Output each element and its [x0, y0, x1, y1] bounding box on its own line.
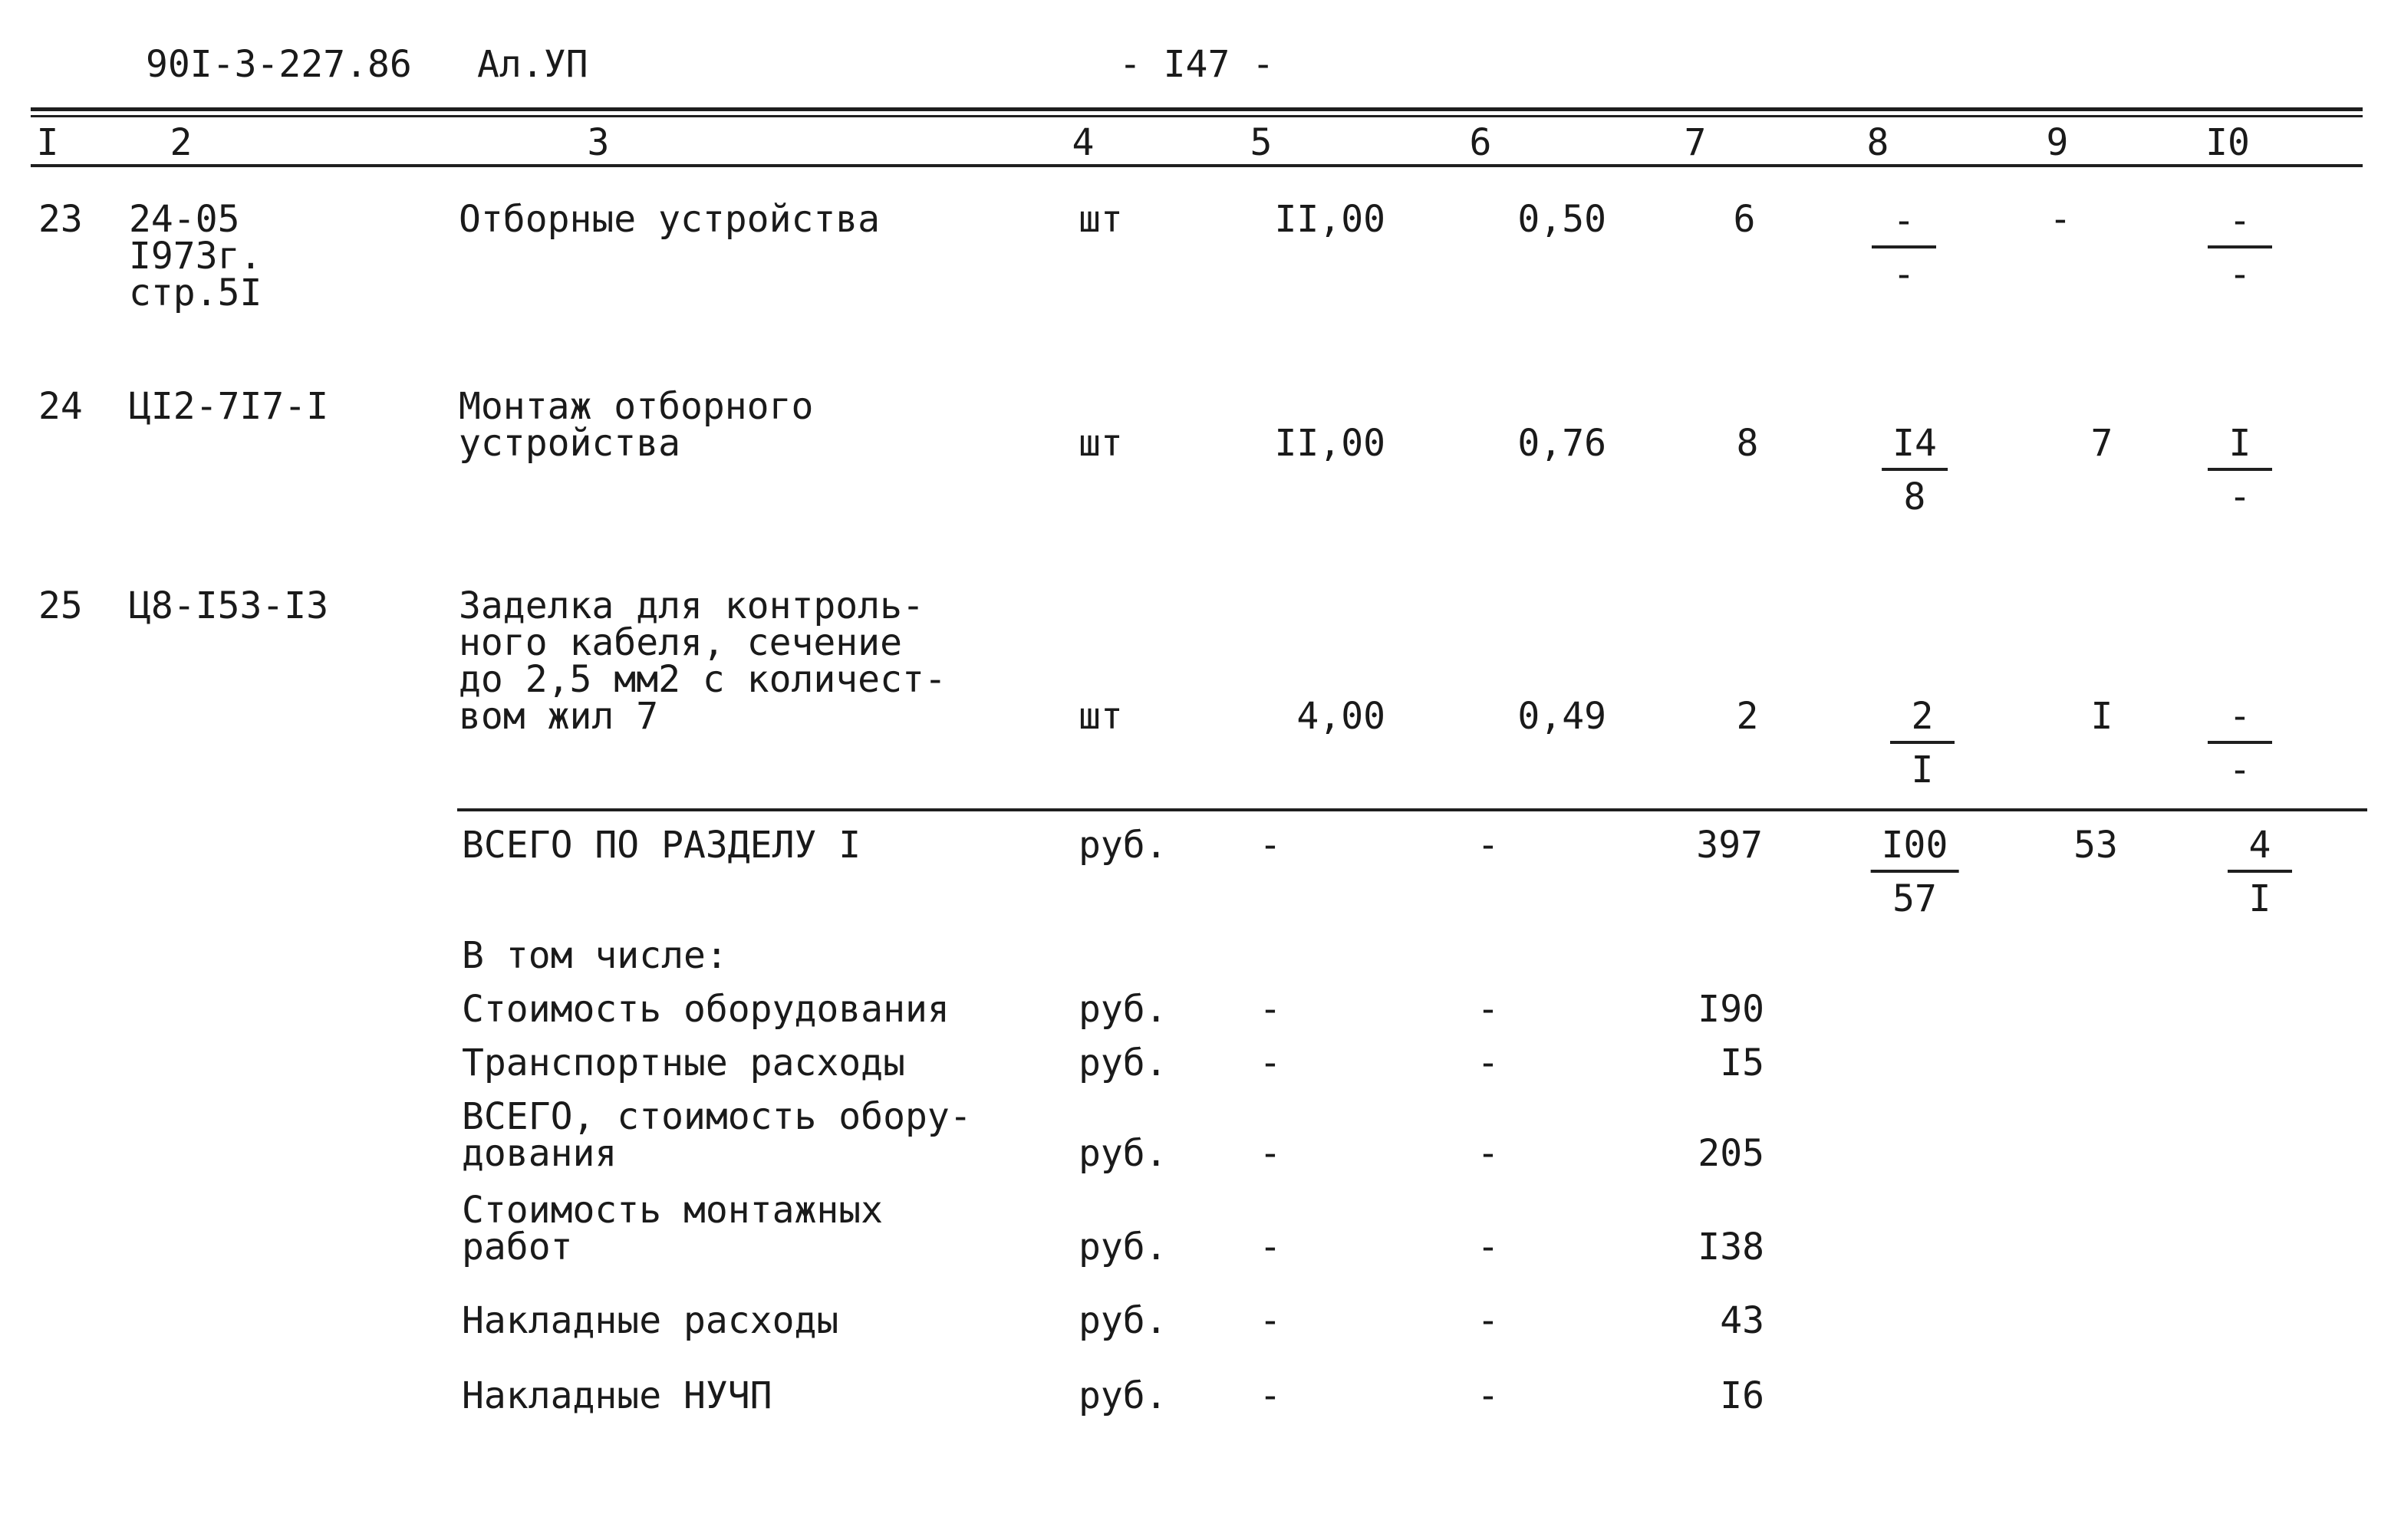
row-24-total: 8: [1736, 422, 1759, 465]
breakdown-equipment-unit: руб.: [1079, 988, 1168, 1031]
col-header-3: 3: [587, 121, 610, 164]
row-24-col8-fraction: [1882, 422, 1948, 518]
row-24-col9: 7: [2090, 422, 2113, 465]
section-total-amount: 397: [1696, 824, 1763, 867]
row-25-col8-fraction: [1890, 695, 1955, 791]
breakdown-installation-col5: -: [1259, 1226, 1282, 1269]
top-rule: [31, 107, 2363, 111]
row-25-col10-fraction: [2208, 695, 2272, 791]
section-total-col10-fraction: [2228, 824, 2292, 920]
breakdown-equipment-total-unit: руб.: [1079, 1132, 1168, 1175]
breakdown-overhead-nuchp-amount: I6: [1720, 1374, 1764, 1417]
col-header-8: 8: [1866, 121, 1889, 164]
section-total-col8-denominator: 57: [1892, 877, 1937, 920]
row-25-unit-price: 0,49: [1517, 695, 1606, 738]
breakdown-heading: В том числе:: [462, 934, 728, 977]
row-24-unit-price: 0,76: [1517, 422, 1606, 465]
breakdown-overhead-nuchp-col5: -: [1259, 1374, 1282, 1417]
section-total-col8-numerator: I00: [1871, 827, 1959, 873]
row-24-number: 24: [38, 385, 83, 428]
col-header-1: I: [36, 121, 59, 164]
row-25-reference: Ц8-I53-I3: [129, 584, 329, 627]
row-25-col10-numerator: -: [2208, 698, 2272, 744]
breakdown-overhead-amount: 43: [1720, 1299, 1764, 1342]
row-23-unit-price: 0,50: [1517, 198, 1606, 241]
row-23-unit: шт: [1079, 198, 1123, 241]
section-total-rule: [457, 808, 2367, 811]
row-23-number: 23: [38, 198, 83, 241]
header-rule: [31, 164, 2363, 167]
row-25-col10-denominator: -: [2228, 749, 2251, 791]
breakdown-transport-unit: руб.: [1079, 1041, 1168, 1084]
col-header-5: 5: [1250, 121, 1273, 164]
row-24-unit: шт: [1079, 422, 1123, 465]
col-header-2: 2: [170, 121, 193, 164]
breakdown-overhead-nuchp-label: Накладные НУЧП: [462, 1374, 772, 1417]
breakdown-installation-col6: -: [1477, 1226, 1500, 1269]
page-number: - I47 -: [1118, 43, 1275, 86]
breakdown-installation-amount: I38: [1698, 1226, 1764, 1269]
col-header-9: 9: [2046, 121, 2069, 164]
breakdown-equipment-total-label: ВСЕГО, стоимость обору- дования: [462, 1095, 972, 1175]
breakdown-equipment-col5: -: [1259, 988, 1282, 1031]
row-24-description: Монтаж отборного устройства: [459, 385, 814, 465]
row-23-total: 6: [1733, 198, 1756, 241]
section-total-col5: -: [1259, 824, 1282, 867]
row-25-number: 25: [38, 584, 83, 627]
breakdown-equipment-amount: I90: [1698, 988, 1764, 1031]
top-rule-inner: [31, 115, 2363, 117]
row-24-col8-numerator: I4: [1882, 425, 1948, 471]
row-25-description: Заделка для контроль- ного кабеля, сечение до 2,5 мм2 с количест- вом жил 7: [459, 584, 947, 738]
section-total-unit: руб.: [1079, 824, 1168, 867]
row-23-col10-fraction: [2208, 199, 2272, 296]
col-header-6: 6: [1469, 121, 1492, 164]
breakdown-equipment-total-amount: 205: [1698, 1132, 1764, 1175]
row-25-quantity: 4,00: [1296, 695, 1385, 738]
breakdown-transport-col5: -: [1259, 1041, 1282, 1084]
row-24-col10-fraction: [2208, 422, 2272, 518]
breakdown-overhead-col5: -: [1259, 1299, 1282, 1342]
section-total-col10-numerator: 4: [2228, 827, 2292, 873]
breakdown-equipment-label: Стоимость оборудования: [462, 988, 950, 1031]
row-23-col10-numerator: -: [2208, 202, 2272, 248]
breakdown-overhead-label: Накладные расходы: [462, 1299, 839, 1342]
row-25-col8-numerator: 2: [1890, 698, 1955, 744]
section-total-col9: 53: [2073, 824, 2118, 867]
row-25-col9: I: [2090, 695, 2113, 738]
section-total-label: ВСЕГО ПО РАЗДЕЛУ I: [462, 824, 861, 867]
section-total-col10-denominator: I: [2248, 877, 2271, 920]
breakdown-overhead-col6: -: [1477, 1299, 1500, 1342]
col-header-10: I0: [2205, 121, 2250, 164]
col-header-4: 4: [1072, 121, 1095, 164]
breakdown-overhead-unit: руб.: [1079, 1299, 1168, 1342]
breakdown-transport-amount: I5: [1720, 1041, 1764, 1084]
section-total-col8-fraction: [1871, 824, 1959, 920]
breakdown-overhead-nuchp-col6: -: [1477, 1374, 1500, 1417]
breakdown-overhead-nuchp-unit: руб.: [1079, 1374, 1168, 1417]
section-total-col6: -: [1477, 824, 1500, 867]
row-24-quantity: II,00: [1274, 422, 1385, 465]
row-24-col10-denominator: -: [2228, 475, 2251, 518]
row-23-col9: -: [2049, 198, 2072, 241]
col-header-7: 7: [1684, 121, 1707, 164]
row-24-reference: ЦI2-7I7-I: [129, 385, 329, 428]
row-24-col10-numerator: I: [2208, 425, 2272, 471]
row-25-col8-denominator: I: [1911, 749, 1934, 791]
row-25-unit: шт: [1079, 695, 1123, 738]
breakdown-transport-col6: -: [1477, 1041, 1500, 1084]
row-23-quantity: II,00: [1274, 198, 1385, 241]
breakdown-installation-label: Стоимость монтажных работ: [462, 1189, 884, 1269]
row-23-col8-denominator: -: [1892, 253, 1915, 296]
breakdown-equipment-col6: -: [1477, 988, 1500, 1031]
row-25-total: 2: [1736, 695, 1759, 738]
row-23-col10-denominator: -: [2228, 253, 2251, 296]
row-23-col8-numerator: -: [1872, 202, 1936, 248]
row-23-col8-fraction: [1872, 199, 1936, 296]
breakdown-transport-label: Транспортные расходы: [462, 1041, 905, 1084]
breakdown-equipment-total-col6: -: [1477, 1132, 1500, 1175]
row-24-col8-denominator: 8: [1903, 475, 1926, 518]
album-number: Ал.УП: [477, 43, 588, 86]
row-23-reference: 24-05 I973г. стр.5I: [129, 198, 262, 314]
document-code: 90I-3-227.86: [146, 43, 412, 86]
breakdown-equipment-total-col5: -: [1259, 1132, 1282, 1175]
breakdown-installation-unit: руб.: [1079, 1226, 1168, 1269]
row-23-description: Отборные устройства: [459, 198, 881, 241]
